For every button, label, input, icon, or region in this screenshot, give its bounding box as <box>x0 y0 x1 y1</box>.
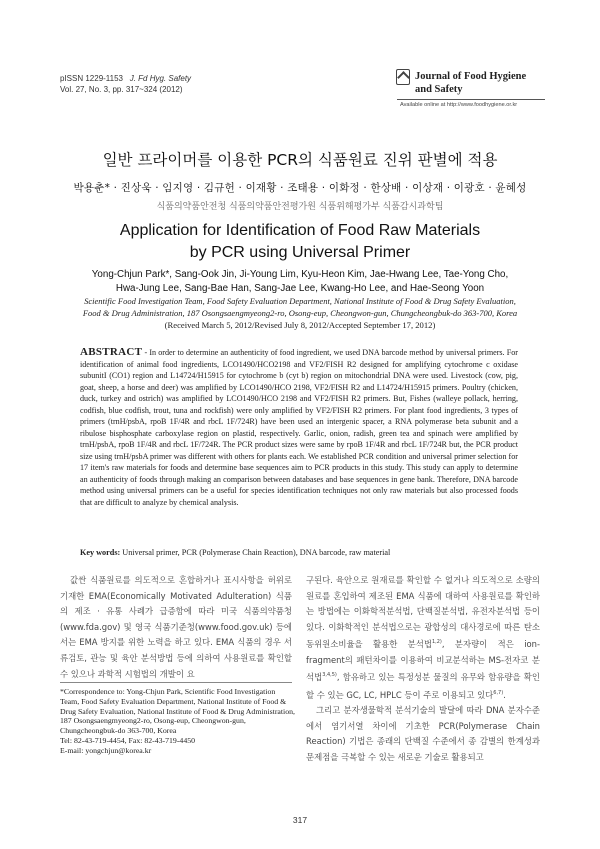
footnote-divider <box>60 682 292 683</box>
body-paragraph: 그리고 분자생물학적 분석기술의 발달에 따라 DNA 분자수준에서 염기서열 차이에 기초한 PCR(Polymerase Chain Reaction) 기법은 종래의 단백질 수준에서 종 감별의 한계성과 문제점을 극복할 수 있는 새로운 기술로 활용되고 <box>306 705 540 762</box>
reference-marker: 3,4,5) <box>322 672 337 679</box>
korean-affiliation: 식품의약품안전청 식품의약품안전평가원 식품위해평가부 식품감시과학팀 <box>156 202 444 212</box>
body-paragraph: 구된다. 육안으로 원재료를 확인할 수 없거나 의도적으로 소량의 원료를 혼입하여 제조된 EMA 식품에 대하여 사용원료를 확인하는 방법에는 이화학적분석법, 단백질분석법, 유전자분석법 등이 있다. 이화학적인 분석법으로는 광합성의 대사경로에 따른 탄소동위원소비율을 활용한 분석법$^{1,2)}$, 분자량이 적은 ion-fragment의 패턴차이를 이용하여 비교분석하는 MS-전자코 분석법$^{3,4,5)}$, 함유하고 있는 특정성분 물질의 유무와 함유량을 확인할 수 있는 GC, LC, HPLC 등이 주로 이용되고 있다$^{6,7)}$. <box>306 575 540 700</box>
keywords <box>80 548 520 557</box>
correspondence-footnote: *Correspondence to: Yong-Chjun Park, Scientific Food Investigation Team, Food Safety Evaluation Department, National Institute of Food & Drug Safety Evaluation, National Institute of Food & Drug Administration, 187 Osongsaengmyeong2-ro, Osong-eup, Cheongwon-gun, Chungcheongbuk-do 363-700, Korea Tel: 82-43-719-4454, Fax: 82-43-719-4450 E-mail: yongchjun@korea.kr <box>60 687 295 755</box>
abstract-text: - In order to determine an authenticity of food ingredient, we used DNA barcode method by universal primers. For identification of animal food ingredients, LCO1490/HCO2198 and VF2/FISH R2 designed for amplifying cytochrome c oxidase subunitI (CO1) region and L14724/H15915 for cytochrome b (cyt b) region on mitochondrial DNA were used. Livestock (cow, pig, goat, sheep, a horse and deer) was amplified by LCO1490/HCO 2198, VF2/FISH R2 and L14724/H15915 primers. Poultry (chicken, duck, turkey and ostrich) was amplified by LCO1490/HCO 2198 and VF2/FISH R2 primers. But, Fishes (walleye pollack, herring, codfish, blue codfish, trout, tuna and rockfish) were only amplified by VF2/FISH R2 primers. For plant food ingredients, 3 types of primers (trnH/psbA, rpoB 1F/4R and rbcL 1F/724R) have been used an intergenic spacer, a RNA polymerase beta subunit and a ribulose bisphosphate carboxylase region on plastid, respectively. Garlic, onion, radish, green tea and spinach were amplified by trnH/psbA, rpoB 1F/4R and rbcL 1F/724R. The PCR product sizes were same by rpoB 1F/4R and rbcL 1F/724R but, the PCR product size using trnH/psbA primer was different with others for plants each. We established PCR condition and universal primer selection for 17 item's raw materials for foods and determine base sequences aim to PCR products in this study. This study can apply to determine an authenticity of foods through making an comparison between databases and base sequences in gene bank. Therefore, DNA barcode method using universal primers can be a useful for species identification techniques not only raw materials but also processed foods that are difficult to analyze by chemical analysis. <box>80 348 518 507</box>
reference-marker: 1,2) <box>431 639 442 646</box>
abstract <box>80 347 518 508</box>
header-divider <box>397 99 545 100</box>
abstract-label: ABSTRACT <box>80 346 143 358</box>
english-authors: Yong-Chjun Park*, Sang-Ook Jin, Ji-Young Lim, Kyu-Heon Kim, Jae-Hwang Lee, Tae-Yong Cho, Hwa-Jung Lee, Sang-Bae Han, Sang-Jae Lee, Kwang-Ho Lee, and Hae-Seong Yoon <box>91 269 509 294</box>
korean-authors: 박용춘* · 진상욱 · 임지영 · 김규헌 · 이재황 · 조태용 · 이화정 · 한상배 · 이상재 · 이광호 · 윤혜성 <box>73 182 527 194</box>
reference-marker: 6,7) <box>493 689 504 696</box>
english-title: Application for Identification of Food Raw Materials by PCR using Universal Primer <box>119 222 481 261</box>
contact-email: E-mail: yongchjun@korea.kr <box>60 745 152 755</box>
body-left-column: 값싼 식품원료를 의도적으로 혼합하거나 표시사항을 허위로 기재한 EMA(Economically Motivated Adulteration) 식품의 제조 · 유통 사례가 급증함에 따라 미국 식품의약품청(www.fda.gov) 및 영국 식품기준청(www.food.gov.uk) 등에서는 EMA 방지를 위한 노력을 하고 있다. EMA 식품의 경우 서류검토, 관능 및 육안 분석방법 등에 의하여 사용원료를 확인할 수 있으나 과학적 시험법의 개발이 요 <box>60 575 292 679</box>
journal-citation <box>60 73 191 95</box>
body-right-column <box>306 573 540 766</box>
contact-phone: Tel: 82-43-719-4454, Fax: 82-43-719-4450 <box>60 735 196 745</box>
volume-info: Vol. 27, No. 3, pp. 317~324 (2012) <box>60 85 183 94</box>
received-dates: (Received March 5, 2012/Revised July 8, 2012/Accepted September 17, 2012) <box>164 320 436 330</box>
keywords-text: Universal primer, PCR (Polymerase Chain Reaction), DNA barcode, raw material <box>120 548 391 557</box>
journal-logo-icon <box>396 69 410 85</box>
journal-name: Journal of Food Hygiene and Safety <box>415 71 527 95</box>
issn: pISSN 1229-1153 <box>60 74 124 83</box>
online-availability: Available online at http://www.foodhygiene.or.kr <box>400 102 518 108</box>
korean-title: 일반 프라이머를 이용한 PCR의 식품원료 진위 판별에 적용 <box>102 151 498 169</box>
keywords-label: Key words: <box>80 548 121 557</box>
page-number: 317 <box>292 815 308 825</box>
english-affiliation: Scientific Food Investigation Team, Food Safety Evaluation Department, National Institute of Food & Drug Safety Evaluation, Food & Drug Administration, 187 Osongsaengmyeong2-ro, Osong-eup, Cheongwon-gun, Chungcheongbuk-do 363-700, Korea <box>82 296 518 318</box>
journal-abbreviation: J. Fd Hyg. Safety <box>129 74 192 83</box>
